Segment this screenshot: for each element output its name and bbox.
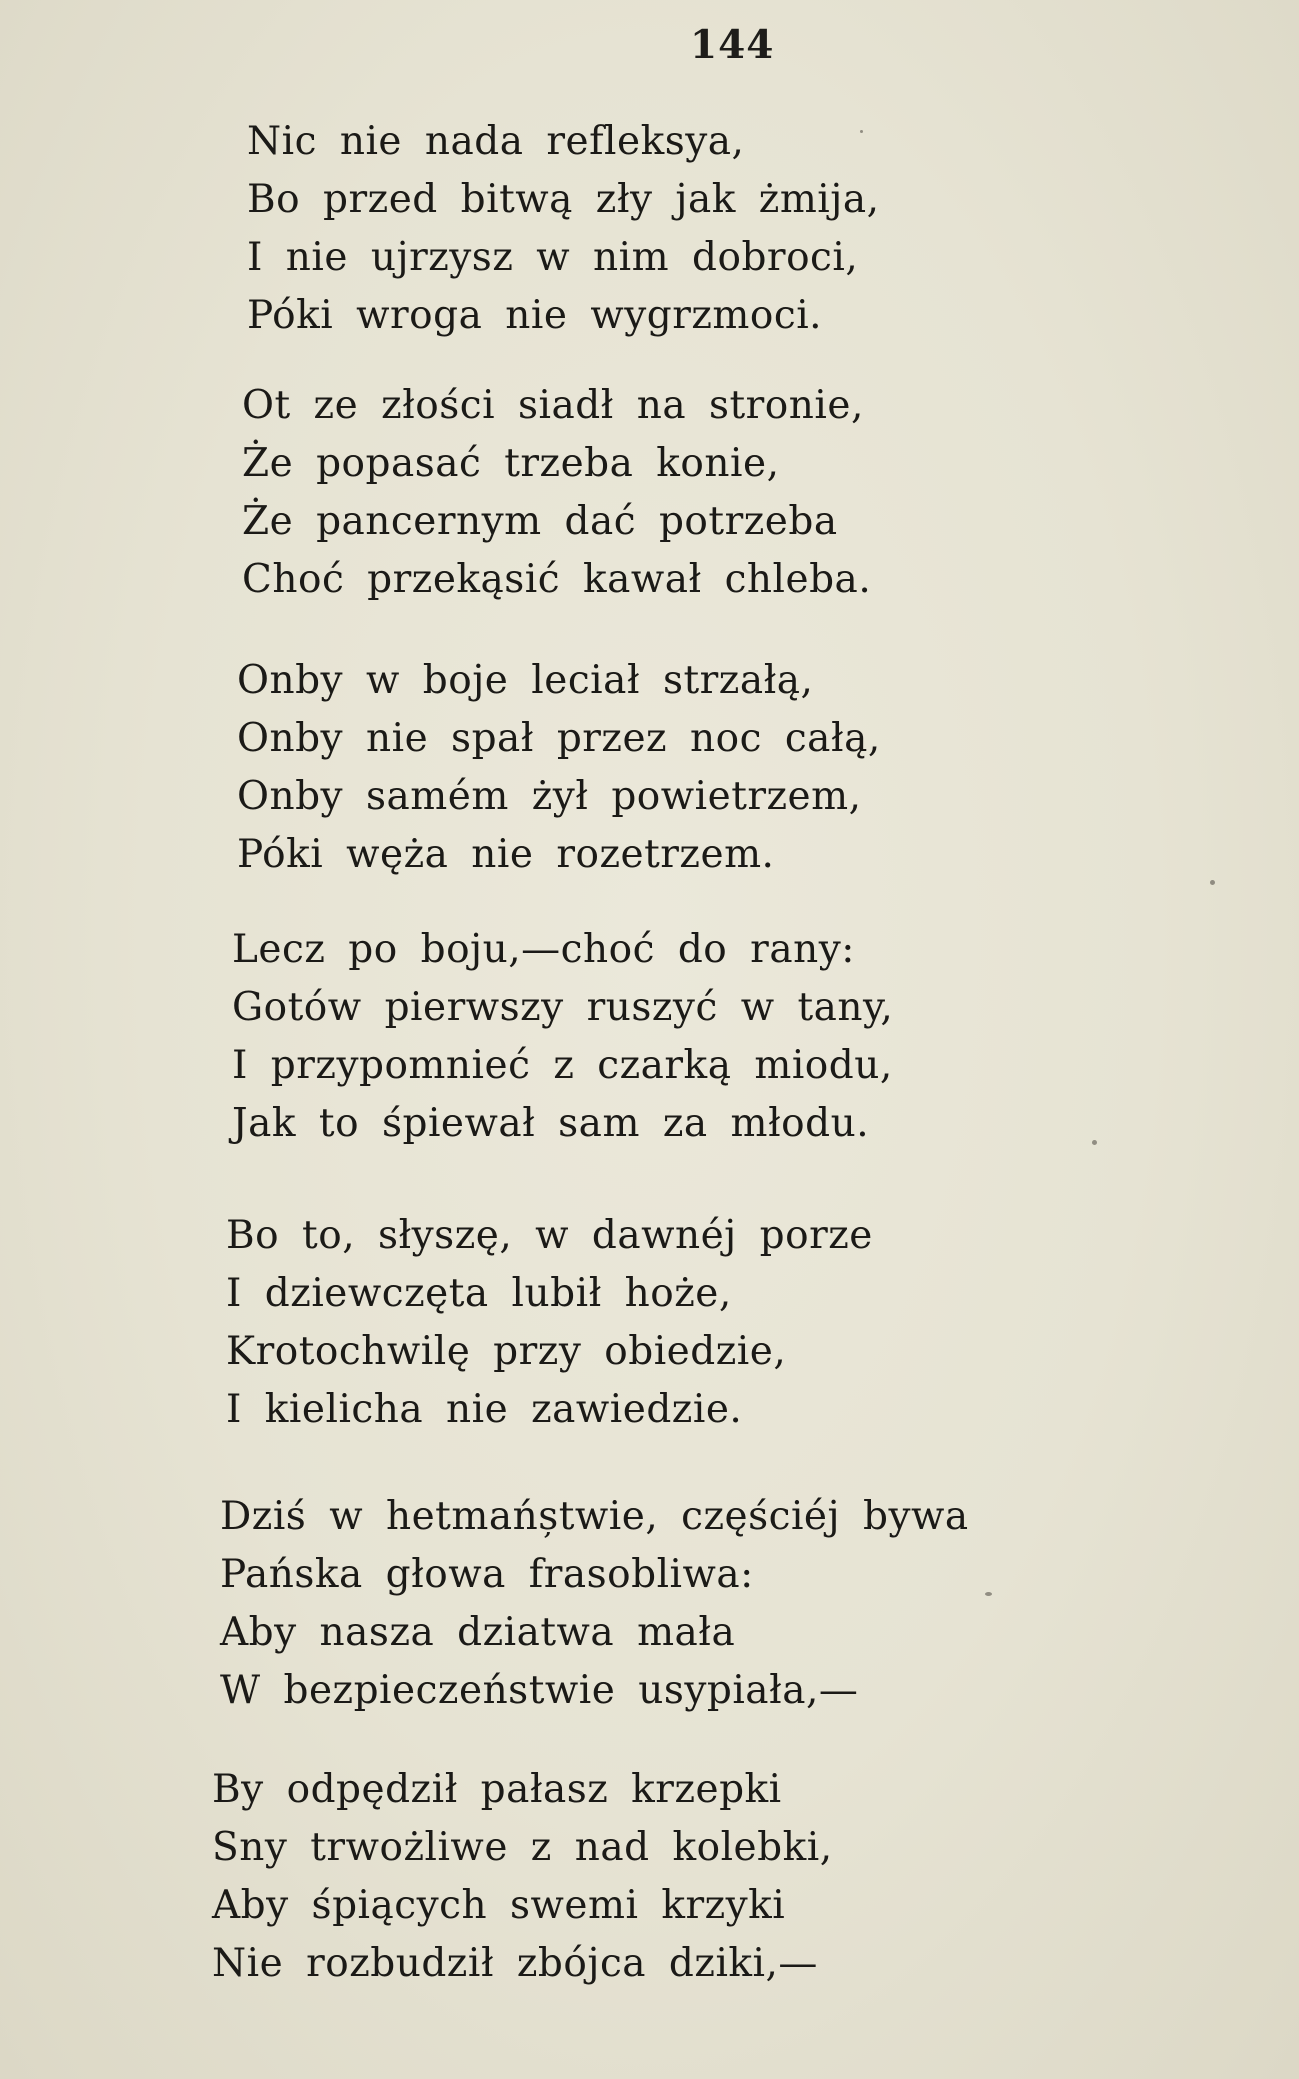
verse-line: Ot ze złości siadł na stronie,: [242, 383, 864, 428]
verse-line: Nic nie nada refleksya,: [247, 119, 745, 164]
stanza-3: [237, 652, 881, 884]
verse-line: Onby nie spał przez noc całą,: [237, 716, 881, 761]
verse-line: Dziś w hetmańștwie, częściéj bywa: [220, 1494, 969, 1539]
verse-line: Jak to śpiewał sam za młodu.: [232, 1101, 870, 1146]
verse-line: Krotochwilę przy obiedzie,: [226, 1329, 787, 1374]
paper-speck: [1092, 1140, 1097, 1145]
verse-line: Bo przed bitwą zły jak żmija,: [247, 177, 880, 222]
verse-line: I dziewczęta lubił hoże,: [226, 1271, 732, 1316]
verse-line: Lecz po boju,—choć do rany:: [232, 927, 855, 972]
stanza-1: [247, 113, 880, 345]
stanza-4: [232, 921, 893, 1153]
stanza-6: [220, 1488, 969, 1720]
verse-line: Póki węża nie rozetrzem.: [237, 832, 775, 877]
paper-speck: [985, 1592, 992, 1596]
paper-speck: [860, 130, 863, 133]
verse-line: Że popasać trzeba konie,: [242, 441, 780, 486]
verse-line: Nie rozbudził zbójca dziki,—: [212, 1941, 818, 1986]
verse-line: Sny trwożliwe z nad kolebki,: [212, 1825, 833, 1870]
stanza-2: [242, 377, 871, 609]
stanza-5: [226, 1207, 873, 1439]
verse-line: I kielicha nie zawiedzie.: [226, 1387, 743, 1432]
verse-line: W bezpieczeństwie usypiała,—: [220, 1668, 859, 1713]
verse-line: Aby śpiących swemi krzyki: [212, 1883, 786, 1928]
verse-line: Onby samém żył powietrzem,: [237, 774, 862, 819]
verse-line: Onby w boje leciał strzałą,: [237, 658, 814, 703]
verse-line: Aby nasza dziatwa mała: [220, 1610, 736, 1655]
stanza-7: [212, 1761, 833, 1993]
page-number: 144: [690, 22, 775, 68]
verse-line: Bo to, słyszę, w dawnéj porze: [226, 1213, 873, 1258]
verse-line: Że pancernym dać potrzeba: [242, 499, 838, 544]
verse-line: Pańska głowa frasobliwa:: [220, 1552, 754, 1597]
verse-line: I przypomnieć z czarką miodu,: [232, 1043, 893, 1088]
verse-line: By odpędził pałasz krzepki: [212, 1767, 782, 1812]
paper-speck: [1210, 880, 1215, 885]
verse-line: Póki wroga nie wygrzmoci.: [247, 293, 823, 338]
verse-line: Choć przekąsić kawał chleba.: [242, 557, 872, 602]
verse-line: Gotów pierwszy ruszyć w tany,: [232, 985, 894, 1030]
verse-line: I nie ujrzysz w nim dobroci,: [247, 235, 859, 280]
